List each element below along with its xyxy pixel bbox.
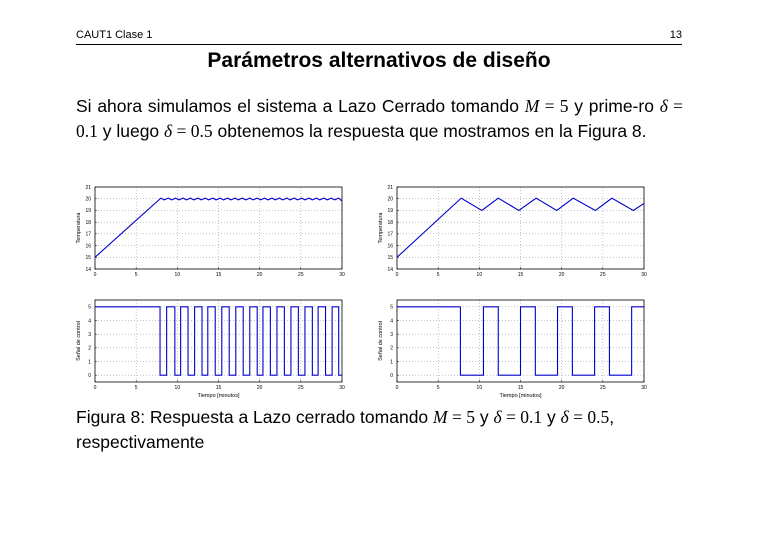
y-tick-label: 0 — [390, 372, 393, 379]
caption-text-4: , respectivamente — [76, 407, 615, 452]
y-tick-label: 14 — [387, 266, 393, 273]
para-math-m: M — [524, 96, 540, 116]
y-tick-label: 17 — [85, 231, 91, 238]
para-eq-1: = 5 — [539, 96, 569, 116]
x-tick-label: 10 — [174, 385, 181, 391]
y-tick-label: 2 — [390, 345, 393, 352]
caption-text-2: y — [474, 407, 494, 427]
chart-bottom-left — [76, 300, 345, 399]
y-tick-label: 18 — [387, 219, 393, 226]
x-tick-label: 25 — [600, 385, 606, 391]
x-tick-label: 25 — [298, 272, 304, 278]
x-tick-label: 20 — [256, 385, 263, 391]
x-tick-label: 25 — [600, 272, 606, 278]
para-eq-2: = 0.1 — [76, 96, 684, 141]
series-line — [95, 307, 342, 375]
caption-text-1: Figura 8: Respuesta a Lazo cerrado tomando — [76, 407, 434, 427]
y-axis-label: Temperatura — [378, 212, 384, 244]
x-tick-label: 10 — [476, 385, 483, 391]
y-tick-label: 3 — [88, 331, 91, 338]
caption-eq-3: = 0.5 — [568, 407, 610, 427]
x-tick-label: 20 — [256, 272, 263, 278]
y-tick-label: 20 — [85, 196, 91, 203]
y-tick-label: 21 — [387, 184, 393, 191]
y-tick-label: 4 — [390, 318, 393, 325]
x-tick-label: 20 — [558, 272, 565, 278]
y-tick-label: 14 — [85, 266, 91, 273]
caption-eq-2: = 0.1 — [501, 407, 543, 427]
y-tick-label: 15 — [387, 255, 393, 262]
x-tick-label: 0 — [93, 272, 97, 278]
y-tick-label: 15 — [85, 255, 91, 262]
para-math-delta-1: δ — [659, 96, 668, 116]
x-tick-label: 0 — [395, 385, 399, 391]
page-title: Parámetros alternativos de diseño — [207, 49, 551, 72]
x-tick-label: 15 — [215, 385, 222, 391]
header-course: CAUT1 Clase 1 — [76, 29, 153, 41]
para-math-delta-2: δ — [164, 121, 173, 141]
caption-eq-1: = 5 — [447, 407, 475, 427]
x-tick-label: 5 — [134, 385, 138, 391]
page-number: 13 — [669, 29, 682, 41]
x-axis-label: Tiempo [minutos] — [197, 393, 240, 399]
y-axis-label: Señal de control — [76, 321, 82, 361]
x-tick-label: 30 — [641, 272, 647, 278]
x-tick-label: 0 — [395, 272, 399, 278]
y-tick-label: 19 — [387, 208, 393, 215]
caption-math-delta-1: δ — [493, 407, 502, 427]
y-tick-label: 21 — [85, 184, 91, 191]
y-axis-label: Señal de control — [378, 321, 384, 361]
para-eq-3: = 0.5 — [172, 121, 213, 141]
chart-bottom-right — [378, 300, 647, 399]
series-line — [397, 198, 644, 257]
y-tick-label: 20 — [387, 196, 393, 203]
x-tick-label: 25 — [298, 385, 304, 391]
x-tick-label: 30 — [339, 385, 345, 391]
chart-top-left — [76, 185, 345, 278]
caption-math-m: M — [433, 407, 448, 427]
y-tick-label: 18 — [85, 219, 91, 226]
x-tick-label: 30 — [339, 272, 345, 278]
y-tick-label: 1 — [88, 359, 91, 366]
y-tick-label: 5 — [88, 304, 91, 311]
caption-math-delta-2: δ — [560, 407, 569, 427]
chart-top-right — [378, 185, 647, 278]
x-tick-label: 5 — [436, 272, 440, 278]
y-tick-label: 1 — [390, 359, 393, 366]
x-tick-label: 5 — [436, 385, 440, 391]
x-tick-label: 15 — [517, 385, 524, 391]
series-line — [397, 307, 644, 375]
y-tick-label: 16 — [387, 243, 393, 250]
series-line — [95, 198, 342, 257]
y-tick-label: 2 — [88, 345, 91, 352]
para-text-3: y luego — [97, 121, 165, 141]
y-tick-label: 4 — [88, 318, 91, 325]
x-tick-label: 0 — [93, 385, 97, 391]
x-tick-label: 15 — [517, 272, 524, 278]
y-axis-label: Temperatura — [76, 212, 82, 244]
x-tick-label: 10 — [476, 272, 483, 278]
y-tick-label: 16 — [85, 243, 91, 250]
x-tick-label: 10 — [174, 272, 181, 278]
figure-caption — [76, 405, 683, 455]
caption-text-3: y — [542, 407, 561, 427]
y-tick-label: 17 — [387, 231, 393, 238]
x-tick-label: 15 — [215, 272, 222, 278]
x-tick-label: 5 — [134, 272, 138, 278]
y-tick-label: 5 — [390, 304, 393, 311]
x-tick-label: 20 — [558, 385, 565, 391]
x-tick-label: 30 — [641, 385, 647, 391]
para-text-2: y prime-ro — [568, 96, 660, 116]
y-tick-label: 19 — [85, 208, 91, 215]
y-tick-label: 0 — [88, 372, 91, 379]
para-text-4: obtenemos la respuesta que mostramos en la Figura 8. — [212, 121, 647, 141]
y-tick-label: 3 — [390, 331, 393, 338]
para-text-1: Si ahora simulamos el sistema a Lazo Cerrado tomando — [76, 96, 525, 116]
x-axis-label: Tiempo [minutos] — [499, 393, 542, 399]
